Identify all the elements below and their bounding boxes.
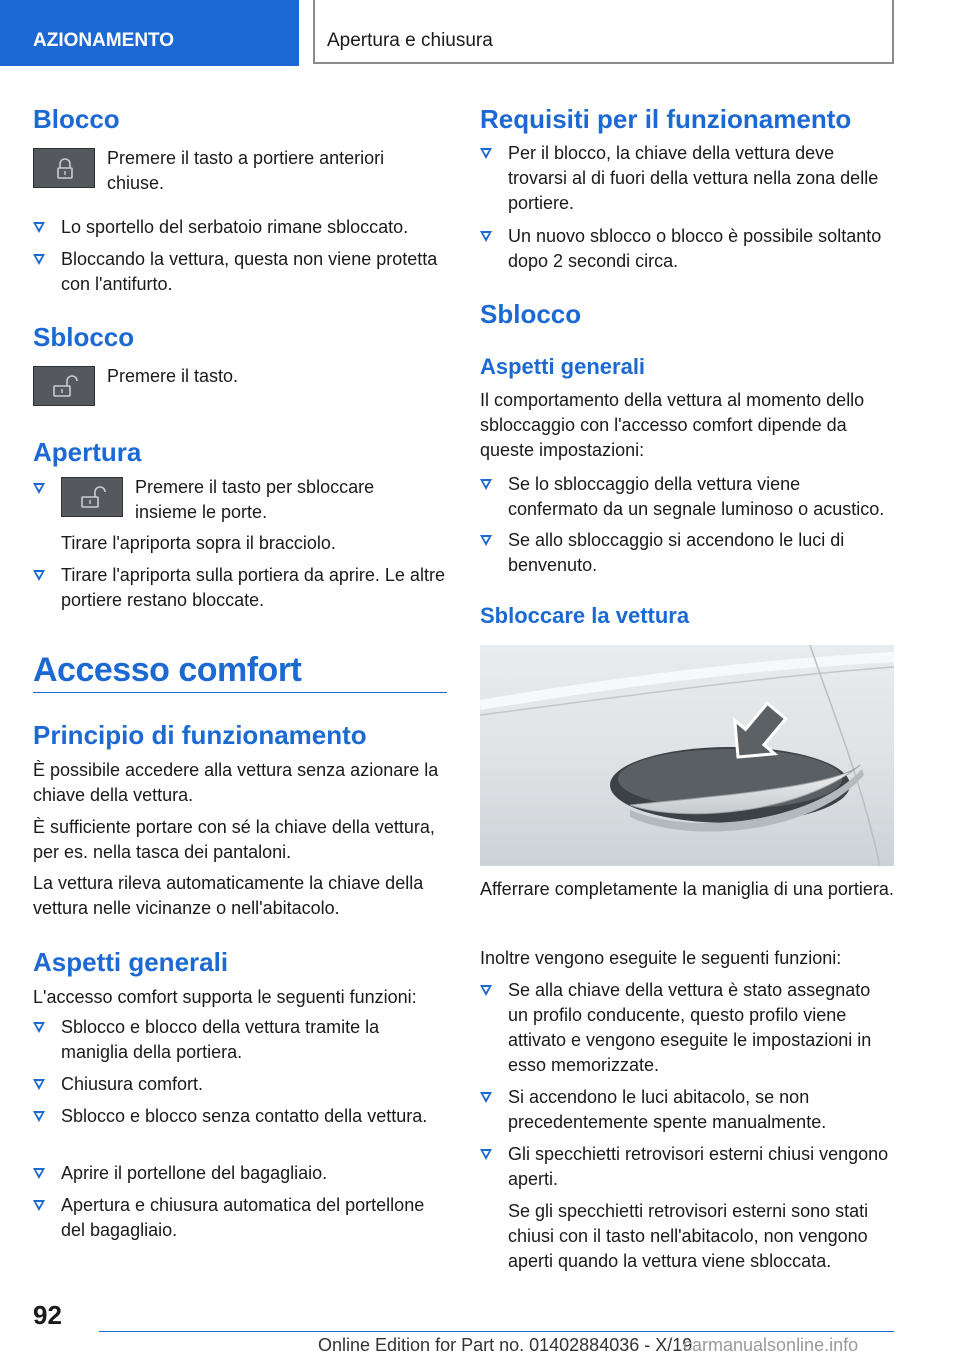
triangle-bullet-icon (33, 1200, 45, 1211)
apertura-item-subtext: Tirare l'apriporta sopra il bracciolo. (61, 533, 336, 553)
footer-rule (99, 1331, 894, 1332)
triangle-bullet-icon (33, 1022, 45, 1033)
list-item: Se alla chiave della vettura è stato assegnato un profilo conducente, questo profilo viene attivato e vengono eseguite le impostazioni in esso memorizzate. (480, 978, 894, 1078)
list-item: Apertura e chiusura automatica del portellone del bagagliaio. (33, 1193, 447, 1243)
heading-sbloccare-vettura: Sbloccare la vettura (480, 603, 690, 628)
heading-principio: Principio di funzionamento (33, 720, 367, 750)
list-item: Tirare l'apriporta sulla portiera da aprire. Le altre portiere restano bloccate. (33, 563, 447, 613)
triangle-bullet-icon (480, 535, 492, 546)
list-item: Chiusura comfort. (33, 1072, 447, 1097)
lock-button-icon (33, 148, 95, 188)
unlock-button-icon (61, 477, 123, 517)
footer-watermark: carmanualsonline.info (683, 1335, 859, 1355)
triangle-bullet-icon (480, 231, 492, 242)
triangle-bullet-icon (480, 1092, 492, 1103)
heading-sblocco: Sblocco (33, 322, 135, 352)
list-item: Aprire il portellone del bagagliaio. (33, 1161, 447, 1186)
sblocco-text: Premere il tasto. (107, 366, 239, 386)
list-item: Per il blocco, la chiave della vettura deve trovarsi al di fuori della vettura nella zona delle portiere. (480, 141, 894, 216)
paragraph: Il comportamento della vettura al momento dello sbloccaggio con l'accesso comfort dipende da queste impostazioni: (480, 390, 865, 460)
paragraph: È possibile accedere alla vettura senza azionare la chiave della vettura. (33, 760, 439, 805)
list-item: Se allo sbloccaggio si accendono le luci di benvenuto. (480, 528, 894, 578)
triangle-bullet-icon (480, 985, 492, 996)
paragraph: Inoltre vengono eseguite le seguenti funzioni: (480, 948, 842, 968)
triangle-bullet-icon (33, 222, 45, 233)
triangle-bullet-icon (33, 483, 45, 494)
list-item: Un nuovo sblocco o blocco è possibile soltanto dopo 2 secondi circa. (480, 224, 894, 274)
list-item: Gli specchietti retrovisori esterni chiusi vengono aperti. (480, 1142, 894, 1192)
heading-accesso-comfort: Accesso comfort (33, 651, 302, 689)
page-number: 92 (33, 1300, 62, 1330)
footer-edition: Online Edition for Part no. 01402884036 - X/19 (318, 1335, 693, 1355)
heading-sblocco-right: Sblocco (480, 299, 582, 329)
triangle-bullet-icon (480, 148, 492, 159)
unlock-button-icon (33, 366, 95, 406)
door-handle-photo (480, 645, 894, 866)
triangle-bullet-icon (480, 1149, 492, 1160)
heading-apertura: Apertura (33, 437, 142, 467)
photo-caption: Afferrare completamente la maniglia di una portiera. (480, 879, 894, 899)
paragraph: È sufficiente portare con sé la chiave della vettura, per es. nella tasca dei pantaloni. (33, 817, 435, 862)
paragraph: L'accesso comfort supporta le seguenti funzioni: (33, 987, 417, 1007)
chapter-title: Apertura e chiusura (313, 0, 894, 64)
triangle-bullet-icon (33, 1168, 45, 1179)
heading-aspetti-generali-right: Aspetti generali (480, 354, 646, 379)
list-item: Lo sportello del serbatoio rimane sbloccato. (33, 215, 447, 240)
apertura-item-text: Premere il tasto per sbloccare insieme le porte. (135, 477, 375, 522)
heading-rule (33, 692, 447, 693)
triangle-bullet-icon (33, 1079, 45, 1090)
list-item: Bloccando la vettura, questa non viene protetta con l'antifurto. (33, 247, 447, 297)
heading-aspetti-generali: Aspetti generali (33, 947, 229, 977)
list-item: Sblocco e blocco senza contatto della vettura. (33, 1104, 447, 1129)
triangle-bullet-icon (33, 570, 45, 581)
paragraph: La vettura rileva automaticamente la chiave della vettura nelle vicinanze o nell'abitacolo. (33, 873, 424, 918)
blocco-text: Premere il tasto a portiere anteriori chiuse. (107, 148, 385, 193)
list-item: Sblocco e blocco della vettura tramite la maniglia della portiera. (33, 1015, 447, 1065)
heading-blocco: Blocco (33, 104, 120, 134)
triangle-bullet-icon (33, 254, 45, 265)
heading-requisiti: Requisiti per il funzionamento (480, 104, 852, 134)
list-item: Si accendono le luci abitacolo, se non precedentemente spente manualmente. (480, 1085, 894, 1135)
triangle-bullet-icon (33, 1111, 45, 1122)
list-item-subtext: Se gli specchietti retrovisori esterni sono stati chiusi con il tasto nell'abitacolo, non vengono aperti quando la vettura viene sbloccata. (508, 1201, 869, 1271)
list-item: Se lo sbloccaggio della vettura viene confermato da un segnale luminoso o acustico. (480, 472, 894, 522)
section-tab: AZIONAMENTO (0, 0, 299, 66)
triangle-bullet-icon (480, 479, 492, 490)
